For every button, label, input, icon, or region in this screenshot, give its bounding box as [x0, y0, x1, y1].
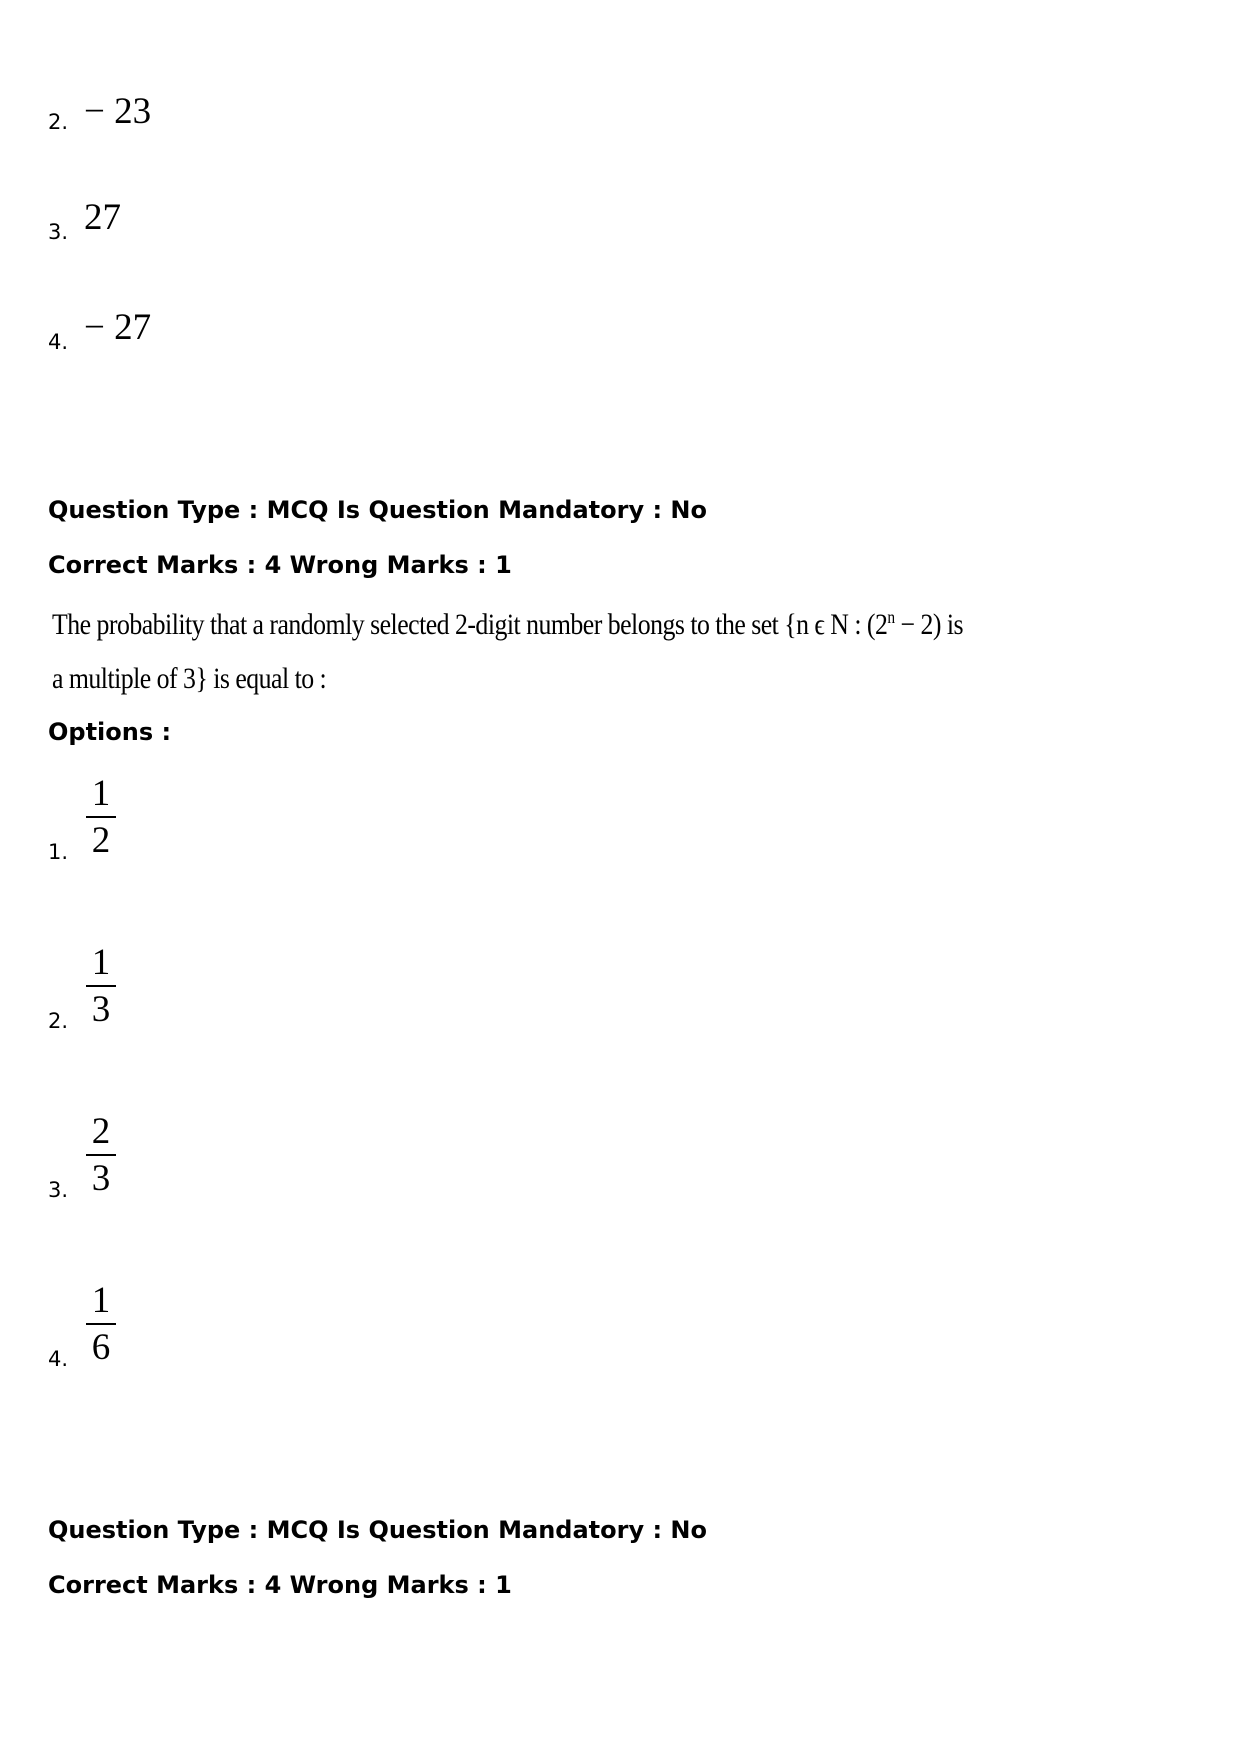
- option-number: 3.: [48, 220, 69, 244]
- options-label: Options :: [48, 718, 172, 746]
- denominator: 2: [91, 820, 111, 861]
- option-number: 4.: [48, 330, 69, 354]
- question-text-line-2: a multiple of 3} is equal to :: [52, 662, 327, 695]
- option-fraction: [84, 1113, 118, 1197]
- option-number: 3.: [48, 1178, 69, 1202]
- marks-line: Correct Marks : 4 Wrong Marks : 1: [48, 551, 512, 579]
- numerator: 1: [91, 1280, 111, 1321]
- option-number: 4.: [48, 1347, 69, 1371]
- numerator: 2: [91, 1111, 111, 1152]
- question-text: [52, 590, 963, 706]
- option-number: 2.: [48, 110, 69, 134]
- denominator: 3: [91, 1158, 111, 1199]
- denominator: 6: [91, 1327, 111, 1368]
- option-value: − 27: [84, 307, 152, 348]
- option-value: 27: [84, 197, 121, 238]
- question-text-line-1: The probability that a randomly selected 2-digit number belongs to the set {n ϵ N : $(2^n - 2)$ is: [52, 607, 964, 641]
- next-question-type-line: Question Type : MCQ Is Question Mandatory : No: [48, 1516, 707, 1544]
- question-type-line: Question Type : MCQ Is Question Mandatory : No: [48, 496, 707, 524]
- option-fraction: [84, 1282, 118, 1366]
- denominator: 3: [91, 989, 111, 1030]
- option-fraction: [84, 775, 118, 859]
- numerator: 1: [91, 942, 111, 983]
- next-marks-line: Correct Marks : 4 Wrong Marks : 1: [48, 1571, 512, 1599]
- option-value: − 23: [84, 91, 152, 132]
- option-fraction: [84, 944, 118, 1028]
- option-number: 1.: [48, 840, 69, 864]
- numerator: 1: [91, 773, 111, 814]
- option-number: 2.: [48, 1009, 69, 1033]
